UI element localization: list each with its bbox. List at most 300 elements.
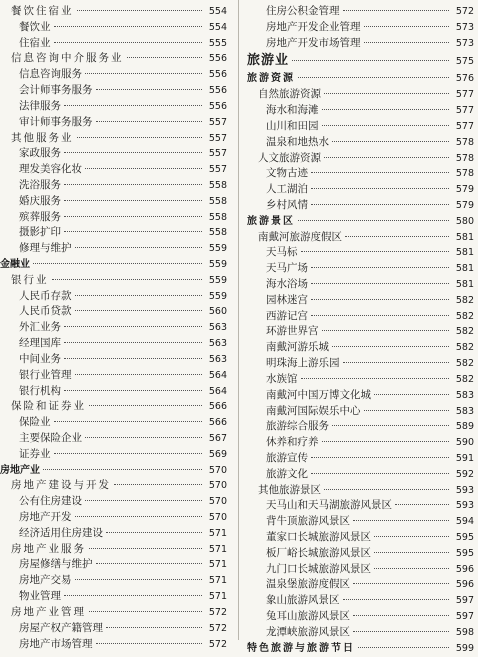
toc-entry-page-number: 582: [455, 326, 474, 338]
toc-entry-page-number: 592: [455, 468, 474, 480]
toc-entry-page-number: 589: [455, 421, 474, 433]
dot-leader: [364, 26, 450, 27]
toc-entry-label: 旅游资源: [247, 73, 295, 85]
toc-entry-page-number: 559: [208, 274, 227, 286]
toc-entry-page-number: 593: [455, 500, 474, 512]
toc-entry[interactable]: [0, 384, 227, 400]
toc-entry-label: 九门口长城旅游风景区: [266, 562, 371, 575]
toc-entry[interactable]: [0, 637, 227, 653]
toc-entry-label: 西游记宫: [266, 309, 308, 322]
dot-leader: [374, 568, 449, 569]
toc-entry[interactable]: [0, 210, 227, 226]
toc-entry-label: 物业管理: [19, 590, 61, 603]
toc-entry[interactable]: [0, 589, 227, 605]
toc-entry[interactable]: [0, 115, 227, 131]
toc-entry-page-number: 559: [208, 243, 227, 255]
toc-entry-label: 房地产开发企业管理: [266, 20, 361, 33]
toc-entry[interactable]: [0, 162, 227, 178]
toc-entry-label: 保险业: [19, 416, 51, 429]
dot-leader: [311, 267, 449, 268]
toc-entry[interactable]: [247, 214, 474, 230]
toc-entry-page-number: 569: [208, 448, 227, 460]
dot-leader: [343, 10, 450, 11]
dot-leader: [374, 552, 449, 553]
dot-leader: [77, 10, 203, 11]
toc-entry-page-number: 577: [455, 105, 474, 117]
toc-entry-page-number: 590: [455, 437, 474, 449]
toc-entry-label: 住宿业: [19, 36, 51, 49]
dot-leader: [77, 137, 203, 138]
toc-entry-label: 旅游文化: [266, 467, 308, 480]
toc-entry-label: 旅游业: [247, 53, 290, 69]
dot-leader: [64, 390, 202, 391]
dot-leader: [311, 204, 449, 205]
toc-entry-label: 房地产建设与开发: [11, 479, 111, 492]
toc-entry-page-number: 570: [208, 512, 227, 523]
dot-leader: [75, 247, 203, 248]
dot-leader: [64, 595, 202, 596]
toc-entry-page-number: 571: [208, 591, 227, 603]
toc-entry[interactable]: [0, 526, 227, 542]
toc-entry-label: 家政服务: [19, 147, 61, 160]
dot-leader: [75, 295, 203, 296]
toc-entry-label: 天马标: [266, 246, 298, 259]
dot-leader: [364, 410, 450, 411]
toc-entry[interactable]: [0, 542, 227, 558]
dot-leader: [75, 374, 203, 375]
dot-leader: [311, 457, 449, 458]
toc-entry-label: 餐饮住宿业: [11, 5, 74, 17]
toc-entry-page-number: 582: [455, 342, 474, 354]
dot-leader: [89, 405, 202, 406]
dot-leader: [96, 121, 203, 122]
toc-entry[interactable]: [0, 194, 227, 210]
toc-entry[interactable]: [0, 4, 227, 20]
toc-entry-page-number: 558: [208, 211, 227, 223]
toc-entry[interactable]: [247, 277, 474, 293]
toc-entry[interactable]: [0, 494, 227, 510]
toc-entry-label: 中间业务: [19, 352, 61, 365]
toc-entry[interactable]: [247, 593, 474, 609]
toc-entry-label: 房屋修缮与维护: [19, 558, 93, 571]
toc-entry-page-number: 571: [208, 575, 227, 587]
dot-leader: [374, 536, 449, 537]
toc-entry-page-number: 571: [208, 559, 227, 571]
toc-entry[interactable]: [0, 67, 227, 83]
toc-entry[interactable]: [0, 146, 227, 162]
dot-leader: [127, 57, 203, 58]
toc-entry[interactable]: [247, 435, 474, 451]
toc-entry-label: 审计师事务服务: [19, 115, 93, 128]
toc-entry-page-number: 566: [208, 401, 227, 413]
toc-entry-label: 山川和田园: [266, 119, 319, 132]
toc-entry-page-number: 557: [208, 148, 227, 160]
dot-leader: [395, 504, 449, 505]
toc-entry-label: 摄影扩印: [19, 226, 61, 239]
toc-entry-page-number: 556: [208, 100, 227, 112]
toc-entry-label: 人民币存款: [19, 289, 72, 302]
toc-entry-label: 其他旅游景区: [258, 483, 321, 496]
toc-entry-page-number: 580: [455, 215, 474, 227]
toc-entry-label: 金融业: [0, 259, 30, 270]
toc-entry[interactable]: [247, 625, 474, 641]
dot-leader: [85, 168, 202, 169]
toc-entry[interactable]: [247, 372, 474, 388]
toc-entry-label: 人民币贷款: [19, 305, 72, 318]
toc-entry[interactable]: [247, 135, 474, 151]
dot-leader: [96, 643, 203, 644]
dot-leader: [332, 141, 449, 142]
dot-leader: [322, 330, 450, 331]
toc-entry-page-number: 577: [455, 120, 474, 132]
dot-leader: [96, 89, 203, 90]
toc-entry-page-number: 598: [455, 626, 474, 638]
toc-entry[interactable]: [247, 530, 474, 546]
toc-entry[interactable]: [0, 289, 227, 305]
toc-entry-page-number: 563: [208, 322, 227, 334]
toc-entry-label: 董家口长城旅游风景区: [266, 531, 371, 543]
toc-entry-label: 温泉堡旅游度假区: [266, 578, 350, 591]
toc-entry[interactable]: [247, 198, 474, 214]
toc-entry-label: 外汇业务: [19, 321, 61, 334]
toc-entry[interactable]: [247, 356, 474, 372]
toc-entry[interactable]: [247, 166, 474, 182]
toc-entry-page-number: 576: [455, 73, 474, 85]
toc-entry-page-number: 578: [455, 152, 474, 164]
dot-leader: [324, 93, 449, 94]
toc-entry-page-number: 558: [208, 195, 227, 207]
dot-leader: [332, 425, 449, 426]
toc-entry-label: 南戴河游乐城: [266, 341, 329, 354]
toc-entry-page-number: 571: [208, 527, 227, 539]
dot-leader: [301, 251, 450, 252]
dot-leader: [311, 172, 449, 173]
toc-entry[interactable]: [247, 577, 474, 593]
toc-entry-label: 天马广场: [266, 262, 308, 275]
toc-entry-label: 理发美容化妆: [19, 163, 82, 176]
toc-entry[interactable]: [0, 557, 227, 573]
toc-entry[interactable]: [247, 230, 474, 246]
toc-entry-page-number: 597: [455, 595, 474, 607]
toc-entry-label: 温泉和地热水: [266, 135, 329, 148]
toc-entry-label: 信息咨询中介服务业: [11, 52, 124, 65]
dot-leader: [324, 489, 449, 490]
toc-entry-label: 房地产开发: [19, 511, 72, 523]
toc-entry-label: 法律服务: [19, 99, 61, 112]
toc-entry[interactable]: [0, 621, 227, 637]
toc-entry[interactable]: [247, 467, 474, 483]
toc-entry-page-number: 556: [208, 85, 227, 97]
toc-entry[interactable]: [0, 51, 227, 67]
toc-entry-page-number: 577: [455, 89, 474, 101]
toc-entry-page-number: 572: [208, 606, 227, 618]
toc-entry[interactable]: [0, 225, 227, 241]
toc-entry-page-number: 572: [208, 622, 227, 634]
toc-entry-label: 乡村风情: [266, 198, 308, 211]
toc-column-right: [247, 4, 474, 657]
toc-entry-label: 人文旅游资源: [258, 151, 321, 164]
toc-entry-page-number: 570: [208, 496, 227, 508]
toc-entry[interactable]: [0, 257, 227, 273]
toc-entry-page-number: 559: [208, 259, 227, 270]
toc-entry-label: 房地产市场管理: [19, 637, 93, 650]
toc-entry-page-number: 582: [455, 294, 474, 306]
toc-entry-page-number: 582: [455, 358, 474, 370]
dot-leader: [64, 105, 202, 106]
dot-leader: [106, 627, 202, 628]
toc-entry-label: 经理国库: [19, 337, 61, 350]
toc-entry-label: 房屋产权产籍管理: [19, 621, 103, 634]
dot-leader: [75, 579, 203, 580]
toc-entry-label: 休养和疗养: [266, 436, 319, 449]
toc-entry[interactable]: [247, 245, 474, 261]
dot-leader: [292, 60, 449, 61]
toc-entry[interactable]: [247, 641, 474, 657]
dot-leader: [54, 26, 203, 27]
dot-leader: [75, 310, 203, 311]
toc-entry[interactable]: [0, 304, 227, 320]
toc-column-left: [0, 4, 227, 652]
toc-entry-label: 兔耳山旅游风景区: [266, 610, 350, 623]
toc-entry[interactable]: [247, 182, 474, 198]
toc-entry-label: 象山旅游风景区: [266, 594, 340, 607]
dot-leader: [311, 188, 449, 189]
dot-leader: [374, 394, 449, 395]
dot-leader: [332, 346, 449, 347]
toc-entry-page-number: 559: [208, 290, 227, 302]
toc-entry[interactable]: [0, 463, 227, 479]
toc-entry-page-number: 594: [455, 516, 474, 528]
toc-entry[interactable]: [0, 99, 227, 115]
toc-entry-page-number: 595: [455, 532, 474, 543]
toc-entry-page-number: 554: [208, 21, 227, 33]
toc-entry[interactable]: [247, 483, 474, 499]
toc-entry[interactable]: [247, 20, 474, 36]
toc-entry-label: 经济适用住房建设: [19, 526, 103, 539]
toc-entry-label: 海水浴场: [266, 278, 308, 290]
toc-entry-page-number: 570: [208, 480, 227, 492]
dot-leader: [301, 378, 450, 379]
toc-entry[interactable]: [247, 498, 474, 514]
toc-entry[interactable]: [247, 293, 474, 309]
dot-leader: [106, 532, 202, 533]
toc-entry-label: 明珠海上游乐园: [266, 357, 340, 370]
toc-entry-page-number: 581: [455, 279, 474, 290]
toc-entry[interactable]: [0, 336, 227, 352]
toc-entry[interactable]: [0, 178, 227, 194]
toc-entry-page-number: 557: [208, 164, 227, 176]
dot-leader: [96, 563, 203, 564]
toc-entry-label: 特色旅游与旅游节日: [247, 642, 355, 654]
dot-leader: [43, 469, 202, 470]
toc-entry-page-number: 558: [208, 179, 227, 191]
toc-entry-page-number: 572: [208, 638, 227, 650]
toc-entry-label: 银行业: [11, 273, 49, 286]
dot-leader: [345, 236, 449, 237]
toc-entry[interactable]: [0, 320, 227, 336]
dot-leader: [298, 220, 449, 221]
toc-entry-label: 证券业: [19, 447, 51, 460]
toc-entry-page-number: 573: [455, 37, 474, 49]
toc-entry[interactable]: [247, 151, 474, 167]
toc-entry[interactable]: [247, 451, 474, 467]
toc-entry-label: 自然旅游资源: [258, 88, 321, 101]
toc-entry[interactable]: [247, 119, 474, 135]
toc-entry-page-number: 581: [455, 247, 474, 259]
toc-entry[interactable]: [0, 20, 227, 36]
toc-entry[interactable]: [247, 87, 474, 103]
toc-entry-page-number: 573: [455, 21, 474, 33]
toc-entry[interactable]: [247, 71, 474, 87]
toc-entry-label: 信息咨询服务: [19, 68, 82, 81]
toc-entry[interactable]: [247, 546, 474, 562]
dot-leader: [64, 152, 202, 153]
dot-leader: [64, 216, 202, 217]
dot-leader: [52, 279, 203, 280]
toc-entry-label: 板厂峪长城旅游风景区: [266, 546, 371, 559]
toc-entry[interactable]: [0, 273, 227, 289]
toc-entry[interactable]: [0, 447, 227, 463]
dot-leader: [33, 263, 202, 264]
toc-entry-page-number: 579: [455, 199, 474, 211]
toc-entry-page-number: 578: [455, 136, 474, 148]
toc-entry-label: 婚庆服务: [19, 194, 61, 207]
toc-entry-page-number: 582: [455, 373, 474, 385]
dot-leader: [89, 548, 202, 549]
dot-leader: [64, 200, 202, 201]
dot-leader: [311, 299, 449, 300]
toc-entry-label: 房地产业服务: [11, 542, 86, 555]
dot-leader: [353, 631, 449, 632]
dot-leader: [54, 42, 203, 43]
dot-leader: [343, 362, 450, 363]
toc-entry-page-number: 564: [208, 369, 227, 381]
toc-entry[interactable]: [247, 103, 474, 119]
dot-leader: [298, 77, 449, 78]
toc-entry-page-number: 583: [455, 405, 474, 417]
dot-leader: [353, 615, 449, 616]
toc-entry-label: 环游世界宫: [266, 325, 319, 338]
toc-entry[interactable]: [247, 388, 474, 404]
toc-entry[interactable]: [0, 83, 227, 99]
toc-entry-page-number: 575: [455, 56, 474, 68]
toc-entry[interactable]: [0, 478, 227, 494]
toc-entry[interactable]: [0, 241, 227, 257]
toc-entry-label: 银行机构: [19, 384, 61, 397]
toc-entry[interactable]: [247, 609, 474, 625]
toc-entry-page-number: 595: [455, 547, 474, 559]
toc-entry[interactable]: [247, 51, 474, 71]
toc-entry[interactable]: [247, 36, 474, 52]
toc-entry[interactable]: [247, 562, 474, 578]
dot-leader: [85, 500, 202, 501]
toc-entry-page-number: 566: [208, 417, 227, 429]
toc-entry[interactable]: [0, 573, 227, 589]
toc-entry-label: 房地产业: [0, 464, 40, 476]
toc-entry[interactable]: [0, 368, 227, 384]
toc-entry-label: 公有住房建设: [19, 495, 82, 508]
dot-leader: [311, 315, 449, 316]
toc-entry-page-number: 583: [455, 389, 474, 401]
column-divider: [238, 0, 239, 640]
toc-entry-label: 旅游综合服务: [266, 420, 329, 433]
toc-entry-page-number: 555: [208, 37, 227, 49]
dot-leader: [89, 611, 202, 612]
toc-entry-label: 住房公积金管理: [266, 5, 340, 17]
dot-leader: [85, 437, 202, 438]
toc-entry[interactable]: [0, 36, 227, 52]
toc-entry-label: 旅游景区: [247, 215, 295, 227]
toc-entry[interactable]: [0, 605, 227, 621]
toc-entry-page-number: 563: [208, 338, 227, 350]
toc-entry-page-number: 560: [208, 306, 227, 318]
toc-entry[interactable]: [0, 415, 227, 431]
toc-entry[interactable]: [0, 131, 227, 147]
toc-entry-label: 房地产开发市场管理: [266, 36, 361, 49]
toc-entry[interactable]: [0, 352, 227, 368]
dot-leader: [64, 326, 202, 327]
toc-entry[interactable]: [0, 431, 227, 447]
toc-entry-page-number: 599: [455, 642, 474, 654]
toc-entry[interactable]: [247, 309, 474, 325]
toc-entry-label: 人工湖泊: [266, 183, 308, 196]
toc-entry-page-number: 558: [208, 227, 227, 239]
toc-entry-page-number: 596: [455, 579, 474, 591]
toc-entry[interactable]: [0, 510, 227, 526]
dot-leader: [64, 342, 202, 343]
dot-leader: [322, 125, 450, 126]
toc-entry-label: 保险和证券业: [11, 400, 86, 413]
toc-entry-page-number: 554: [208, 6, 227, 17]
toc-entry[interactable]: [247, 404, 474, 420]
toc-entry[interactable]: [0, 399, 227, 415]
toc-entry-page-number: 593: [455, 484, 474, 496]
toc-entry-label: 南戴河国际娱乐中心: [266, 404, 361, 417]
toc-entry[interactable]: [247, 340, 474, 356]
dot-leader: [64, 231, 202, 232]
dot-leader: [364, 42, 450, 43]
dot-leader: [324, 157, 449, 158]
toc-entry-label: 洗浴服务: [19, 178, 61, 191]
dot-leader: [311, 283, 449, 284]
toc-entry[interactable]: [247, 4, 474, 20]
toc-entry-page-number: 567: [208, 432, 227, 444]
toc-entry-label: 水族馆: [266, 372, 298, 385]
toc-entry[interactable]: [247, 419, 474, 435]
toc-entry-label: 园林迷宫: [266, 293, 308, 306]
toc-entry-page-number: 563: [208, 353, 227, 365]
toc-entry-page-number: 582: [455, 310, 474, 322]
toc-entry[interactable]: [247, 514, 474, 530]
toc-entry-page-number: 557: [208, 132, 227, 144]
toc-entry-label: 餐饮业: [19, 20, 51, 33]
toc-entry-page-number: 596: [455, 563, 474, 575]
toc-entry-page-number: 578: [455, 168, 474, 180]
dot-leader: [311, 473, 449, 474]
toc-entry-page-number: 564: [208, 385, 227, 397]
toc-entry-label: 房地产业管理: [11, 605, 86, 618]
dot-leader: [353, 520, 449, 521]
toc-entry-label: 文物古迹: [266, 167, 308, 180]
dot-leader: [64, 184, 202, 185]
toc-entry[interactable]: [247, 324, 474, 340]
toc-entry-label: 房地产交易: [19, 574, 72, 587]
toc-entry[interactable]: [247, 261, 474, 277]
toc-entry-label: 南戴河中国万博文化城: [266, 388, 371, 401]
dot-leader: [322, 441, 450, 442]
dot-leader: [64, 358, 202, 359]
toc-entry-label: 海水和海滩: [266, 104, 319, 117]
